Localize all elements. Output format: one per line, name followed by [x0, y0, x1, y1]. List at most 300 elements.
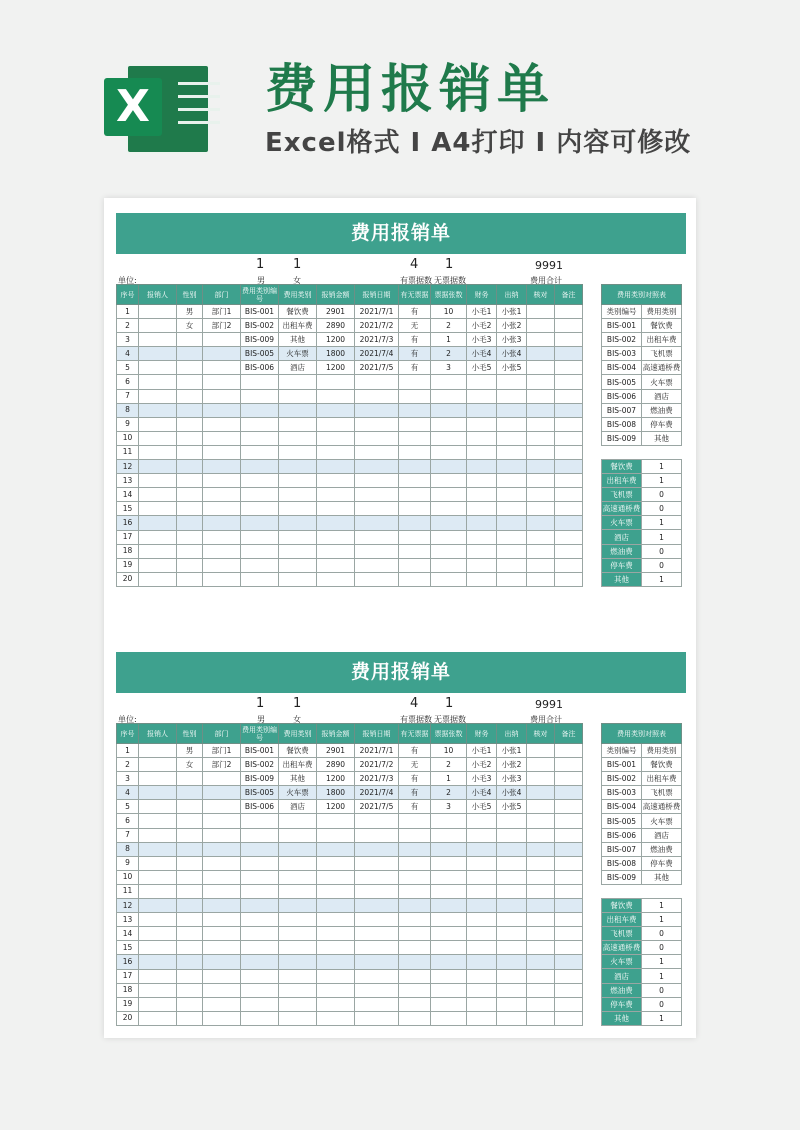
- table-cell[interactable]: [241, 955, 279, 969]
- table-cell[interactable]: BIS-001: [241, 305, 279, 319]
- table-cell[interactable]: [555, 899, 583, 913]
- table-cell[interactable]: [431, 544, 467, 558]
- table-cell[interactable]: [203, 842, 241, 856]
- table-cell[interactable]: [399, 431, 431, 445]
- table-cell[interactable]: [355, 445, 399, 459]
- table-cell[interactable]: [555, 544, 583, 558]
- table-cell[interactable]: 有: [399, 361, 431, 375]
- table-cell[interactable]: [527, 842, 555, 856]
- lookup-cell[interactable]: BIS-005: [602, 814, 642, 828]
- lookup-cell[interactable]: BIS-006: [602, 828, 642, 842]
- table-cell[interactable]: [317, 997, 355, 1011]
- table-cell[interactable]: [431, 969, 467, 983]
- table-cell[interactable]: [203, 786, 241, 800]
- table-cell[interactable]: [177, 870, 203, 884]
- table-cell[interactable]: [241, 842, 279, 856]
- table-cell[interactable]: [317, 927, 355, 941]
- table-cell[interactable]: 2021/7/4: [355, 786, 399, 800]
- table-cell[interactable]: [555, 913, 583, 927]
- table-cell[interactable]: [527, 927, 555, 941]
- table-cell[interactable]: [467, 488, 497, 502]
- table-cell[interactable]: 小张2: [497, 319, 527, 333]
- table-cell[interactable]: [279, 431, 317, 445]
- table-cell[interactable]: [431, 417, 467, 431]
- table-cell[interactable]: [527, 870, 555, 884]
- table-cell[interactable]: [241, 856, 279, 870]
- count-label[interactable]: 餐饮费: [602, 899, 642, 913]
- table-cell[interactable]: [279, 530, 317, 544]
- table-cell[interactable]: [279, 927, 317, 941]
- table-cell[interactable]: [317, 516, 355, 530]
- table-cell[interactable]: 部门2: [203, 758, 241, 772]
- table-cell[interactable]: [555, 997, 583, 1011]
- table-cell[interactable]: [497, 870, 527, 884]
- table-cell[interactable]: [203, 544, 241, 558]
- table-cell[interactable]: [399, 474, 431, 488]
- table-cell[interactable]: [497, 828, 527, 842]
- table-cell[interactable]: [177, 544, 203, 558]
- table-cell[interactable]: [279, 870, 317, 884]
- count-value[interactable]: 1: [642, 913, 682, 927]
- table-cell[interactable]: [355, 375, 399, 389]
- table-cell[interactable]: [177, 488, 203, 502]
- count-value[interactable]: 1: [642, 969, 682, 983]
- count-value[interactable]: 1: [642, 516, 682, 530]
- table-cell[interactable]: [203, 460, 241, 474]
- table-cell[interactable]: [279, 983, 317, 997]
- table-cell[interactable]: [555, 814, 583, 828]
- table-cell[interactable]: [467, 814, 497, 828]
- count-label[interactable]: 停车费: [602, 997, 642, 1011]
- table-cell[interactable]: BIS-009: [241, 772, 279, 786]
- table-cell[interactable]: [139, 814, 177, 828]
- table-cell[interactable]: [497, 842, 527, 856]
- table-cell[interactable]: [177, 772, 203, 786]
- table-cell[interactable]: [317, 488, 355, 502]
- table-cell[interactable]: [177, 983, 203, 997]
- lookup-cell[interactable]: 类别编号: [602, 744, 642, 758]
- table-cell[interactable]: [279, 403, 317, 417]
- table-cell[interactable]: [497, 927, 527, 941]
- table-cell[interactable]: 女: [177, 319, 203, 333]
- table-cell[interactable]: [355, 856, 399, 870]
- table-cell[interactable]: 10: [431, 744, 467, 758]
- table-cell[interactable]: [279, 814, 317, 828]
- lookup-cell[interactable]: 类别编号: [602, 305, 642, 319]
- table-cell[interactable]: [527, 445, 555, 459]
- table-cell[interactable]: [431, 884, 467, 898]
- table-cell[interactable]: [467, 941, 497, 955]
- table-cell[interactable]: [527, 969, 555, 983]
- table-cell[interactable]: [355, 884, 399, 898]
- table-cell[interactable]: [139, 305, 177, 319]
- table-cell[interactable]: [203, 502, 241, 516]
- table-cell[interactable]: [399, 955, 431, 969]
- table-cell[interactable]: [399, 445, 431, 459]
- table-cell[interactable]: [279, 856, 317, 870]
- table-cell[interactable]: [139, 333, 177, 347]
- table-cell[interactable]: [177, 828, 203, 842]
- table-cell[interactable]: [431, 913, 467, 927]
- table-cell[interactable]: [279, 502, 317, 516]
- table-cell[interactable]: [241, 941, 279, 955]
- table-cell[interactable]: [431, 899, 467, 913]
- lookup-cell[interactable]: 餐饮费: [642, 319, 682, 333]
- count-value[interactable]: 1: [642, 899, 682, 913]
- table-cell[interactable]: [555, 502, 583, 516]
- table-cell[interactable]: [317, 828, 355, 842]
- table-cell[interactable]: [399, 1011, 431, 1025]
- table-cell[interactable]: 有: [399, 305, 431, 319]
- table-cell[interactable]: [555, 786, 583, 800]
- table-cell[interactable]: [177, 941, 203, 955]
- table-cell[interactable]: [399, 870, 431, 884]
- table-cell[interactable]: 3: [431, 800, 467, 814]
- table-cell[interactable]: [355, 403, 399, 417]
- table-cell[interactable]: [279, 941, 317, 955]
- table-cell[interactable]: 女: [177, 758, 203, 772]
- table-cell[interactable]: [177, 389, 203, 403]
- table-cell[interactable]: 男: [177, 744, 203, 758]
- table-cell[interactable]: [555, 758, 583, 772]
- table-cell[interactable]: [527, 488, 555, 502]
- table-cell[interactable]: [527, 814, 555, 828]
- lookup-cell[interactable]: 燃油费: [642, 403, 682, 417]
- table-cell[interactable]: [527, 333, 555, 347]
- table-cell[interactable]: 14: [117, 488, 139, 502]
- table-cell[interactable]: [527, 1011, 555, 1025]
- table-cell[interactable]: [241, 544, 279, 558]
- table-cell[interactable]: [431, 431, 467, 445]
- table-cell[interactable]: 1200: [317, 333, 355, 347]
- table-cell[interactable]: 17: [117, 969, 139, 983]
- table-cell[interactable]: [431, 389, 467, 403]
- table-cell[interactable]: [139, 389, 177, 403]
- table-cell[interactable]: [527, 772, 555, 786]
- table-cell[interactable]: [355, 1011, 399, 1025]
- table-cell[interactable]: [139, 558, 177, 572]
- table-cell[interactable]: [177, 530, 203, 544]
- table-cell[interactable]: [467, 899, 497, 913]
- table-cell[interactable]: [317, 969, 355, 983]
- table-cell[interactable]: [467, 502, 497, 516]
- table-cell[interactable]: [139, 445, 177, 459]
- table-cell[interactable]: [241, 516, 279, 530]
- table-cell[interactable]: [497, 572, 527, 586]
- table-cell[interactable]: [241, 927, 279, 941]
- table-cell[interactable]: [431, 445, 467, 459]
- count-label[interactable]: 出租车费: [602, 913, 642, 927]
- table-cell[interactable]: 酒店: [279, 800, 317, 814]
- lookup-cell[interactable]: 停车费: [642, 856, 682, 870]
- table-cell[interactable]: [467, 403, 497, 417]
- table-cell[interactable]: [467, 375, 497, 389]
- table-cell[interactable]: [177, 572, 203, 586]
- count-label[interactable]: 高速通桥费: [602, 502, 642, 516]
- table-cell[interactable]: [139, 530, 177, 544]
- count-label[interactable]: 酒店: [602, 530, 642, 544]
- table-cell[interactable]: [431, 941, 467, 955]
- table-cell[interactable]: [279, 572, 317, 586]
- table-cell[interactable]: [431, 516, 467, 530]
- lookup-cell[interactable]: 费用类别: [642, 744, 682, 758]
- table-cell[interactable]: [555, 347, 583, 361]
- table-cell[interactable]: 11: [117, 445, 139, 459]
- count-label[interactable]: 飞机票: [602, 927, 642, 941]
- table-cell[interactable]: [431, 558, 467, 572]
- table-cell[interactable]: 6: [117, 375, 139, 389]
- table-cell[interactable]: [497, 558, 527, 572]
- table-cell[interactable]: [203, 572, 241, 586]
- count-value[interactable]: 0: [642, 927, 682, 941]
- table-cell[interactable]: 小张3: [497, 333, 527, 347]
- table-cell[interactable]: [279, 884, 317, 898]
- table-cell[interactable]: BIS-002: [241, 319, 279, 333]
- table-cell[interactable]: [399, 814, 431, 828]
- count-value[interactable]: 1: [642, 1011, 682, 1025]
- table-cell[interactable]: [355, 870, 399, 884]
- table-cell[interactable]: [399, 913, 431, 927]
- table-cell[interactable]: [467, 842, 497, 856]
- table-cell[interactable]: [177, 417, 203, 431]
- table-cell[interactable]: [555, 927, 583, 941]
- table-cell[interactable]: [467, 389, 497, 403]
- table-cell[interactable]: [527, 460, 555, 474]
- table-cell[interactable]: [317, 375, 355, 389]
- table-cell[interactable]: [527, 347, 555, 361]
- table-cell[interactable]: [497, 955, 527, 969]
- table-cell[interactable]: 有: [399, 744, 431, 758]
- table-cell[interactable]: 酒店: [279, 361, 317, 375]
- table-cell[interactable]: [399, 502, 431, 516]
- table-cell[interactable]: 有: [399, 772, 431, 786]
- table-cell[interactable]: 2021/7/2: [355, 758, 399, 772]
- count-label[interactable]: 高速通桥费: [602, 941, 642, 955]
- table-cell[interactable]: [139, 474, 177, 488]
- table-cell[interactable]: [399, 856, 431, 870]
- table-cell[interactable]: [527, 856, 555, 870]
- table-cell[interactable]: [203, 899, 241, 913]
- table-cell[interactable]: [139, 786, 177, 800]
- table-cell[interactable]: [203, 530, 241, 544]
- table-cell[interactable]: [241, 530, 279, 544]
- table-cell[interactable]: [241, 983, 279, 997]
- table-cell[interactable]: 4: [117, 786, 139, 800]
- table-cell[interactable]: [203, 870, 241, 884]
- table-cell[interactable]: [139, 800, 177, 814]
- table-cell[interactable]: [177, 516, 203, 530]
- table-cell[interactable]: [497, 445, 527, 459]
- table-cell[interactable]: [431, 842, 467, 856]
- table-cell[interactable]: 11: [117, 884, 139, 898]
- lookup-cell[interactable]: BIS-002: [602, 333, 642, 347]
- table-cell[interactable]: BIS-006: [241, 361, 279, 375]
- table-cell[interactable]: [355, 927, 399, 941]
- count-value[interactable]: 0: [642, 941, 682, 955]
- table-cell[interactable]: 3: [117, 333, 139, 347]
- table-cell[interactable]: 2021/7/3: [355, 772, 399, 786]
- table-cell[interactable]: [555, 969, 583, 983]
- table-cell[interactable]: [241, 417, 279, 431]
- table-cell[interactable]: [241, 460, 279, 474]
- table-cell[interactable]: [467, 460, 497, 474]
- count-label[interactable]: 火车票: [602, 955, 642, 969]
- table-cell[interactable]: 2021/7/5: [355, 361, 399, 375]
- table-cell[interactable]: [497, 460, 527, 474]
- count-label[interactable]: 餐饮费: [602, 460, 642, 474]
- table-cell[interactable]: 餐饮费: [279, 744, 317, 758]
- table-cell[interactable]: [203, 558, 241, 572]
- table-cell[interactable]: [279, 544, 317, 558]
- table-cell[interactable]: [317, 814, 355, 828]
- table-cell[interactable]: [467, 1011, 497, 1025]
- table-cell[interactable]: [431, 488, 467, 502]
- table-cell[interactable]: [399, 572, 431, 586]
- table-cell[interactable]: 16: [117, 516, 139, 530]
- table-cell[interactable]: 13: [117, 913, 139, 927]
- table-cell[interactable]: [241, 814, 279, 828]
- table-cell[interactable]: [241, 884, 279, 898]
- table-cell[interactable]: [177, 1011, 203, 1025]
- table-cell[interactable]: [467, 558, 497, 572]
- table-cell[interactable]: [203, 516, 241, 530]
- table-cell[interactable]: [177, 474, 203, 488]
- table-cell[interactable]: 火车票: [279, 786, 317, 800]
- table-cell[interactable]: 2901: [317, 305, 355, 319]
- table-cell[interactable]: [279, 913, 317, 927]
- table-cell[interactable]: 1800: [317, 347, 355, 361]
- table-cell[interactable]: 其他: [279, 333, 317, 347]
- count-value[interactable]: 0: [642, 997, 682, 1011]
- table-cell[interactable]: [555, 319, 583, 333]
- table-cell[interactable]: [355, 997, 399, 1011]
- table-cell[interactable]: [555, 431, 583, 445]
- lookup-cell[interactable]: BIS-003: [602, 786, 642, 800]
- lookup-cell[interactable]: BIS-008: [602, 856, 642, 870]
- table-cell[interactable]: 1800: [317, 786, 355, 800]
- count-value[interactable]: 1: [642, 474, 682, 488]
- table-cell[interactable]: [139, 983, 177, 997]
- table-cell[interactable]: [139, 772, 177, 786]
- table-cell[interactable]: [527, 744, 555, 758]
- table-cell[interactable]: [203, 772, 241, 786]
- table-cell[interactable]: 9: [117, 417, 139, 431]
- table-cell[interactable]: [497, 502, 527, 516]
- table-cell[interactable]: [177, 800, 203, 814]
- table-cell[interactable]: [527, 431, 555, 445]
- table-cell[interactable]: [527, 375, 555, 389]
- table-cell[interactable]: [317, 389, 355, 403]
- table-cell[interactable]: [241, 558, 279, 572]
- table-cell[interactable]: [241, 899, 279, 913]
- table-cell[interactable]: [467, 997, 497, 1011]
- table-cell[interactable]: [203, 375, 241, 389]
- table-cell[interactable]: [555, 884, 583, 898]
- count-label[interactable]: 火车票: [602, 516, 642, 530]
- table-cell[interactable]: 1: [117, 744, 139, 758]
- table-cell[interactable]: [355, 983, 399, 997]
- table-cell[interactable]: [555, 955, 583, 969]
- table-cell[interactable]: [203, 431, 241, 445]
- table-cell[interactable]: [399, 417, 431, 431]
- table-cell[interactable]: [139, 913, 177, 927]
- lookup-cell[interactable]: 高速通桥费: [642, 361, 682, 375]
- table-cell[interactable]: 16: [117, 955, 139, 969]
- table-cell[interactable]: [497, 431, 527, 445]
- table-cell[interactable]: [177, 997, 203, 1011]
- table-cell[interactable]: 15: [117, 941, 139, 955]
- table-cell[interactable]: [527, 544, 555, 558]
- table-cell[interactable]: [279, 997, 317, 1011]
- table-cell[interactable]: [399, 941, 431, 955]
- table-cell[interactable]: [241, 474, 279, 488]
- table-cell[interactable]: [139, 870, 177, 884]
- table-cell[interactable]: 小毛5: [467, 800, 497, 814]
- lookup-cell[interactable]: BIS-009: [602, 431, 642, 445]
- table-cell[interactable]: [467, 445, 497, 459]
- table-cell[interactable]: [139, 361, 177, 375]
- lookup-cell[interactable]: 飞机票: [642, 347, 682, 361]
- table-cell[interactable]: [139, 431, 177, 445]
- table-cell[interactable]: [399, 842, 431, 856]
- table-cell[interactable]: [467, 856, 497, 870]
- table-cell[interactable]: 6: [117, 814, 139, 828]
- table-cell[interactable]: [317, 558, 355, 572]
- table-cell[interactable]: 小张2: [497, 758, 527, 772]
- table-cell[interactable]: 小张4: [497, 786, 527, 800]
- lookup-cell[interactable]: 飞机票: [642, 786, 682, 800]
- table-cell[interactable]: [555, 445, 583, 459]
- table-cell[interactable]: [355, 530, 399, 544]
- table-cell[interactable]: [431, 828, 467, 842]
- table-cell[interactable]: 部门1: [203, 744, 241, 758]
- table-cell[interactable]: [177, 842, 203, 856]
- table-cell[interactable]: BIS-001: [241, 744, 279, 758]
- table-cell[interactable]: [431, 955, 467, 969]
- count-value[interactable]: 1: [642, 572, 682, 586]
- table-cell[interactable]: [527, 417, 555, 431]
- table-cell[interactable]: [399, 389, 431, 403]
- table-cell[interactable]: 2021/7/3: [355, 333, 399, 347]
- table-cell[interactable]: [241, 502, 279, 516]
- table-cell[interactable]: [527, 955, 555, 969]
- table-cell[interactable]: [203, 983, 241, 997]
- table-cell[interactable]: 小毛3: [467, 772, 497, 786]
- table-cell[interactable]: 小张3: [497, 772, 527, 786]
- table-cell[interactable]: [203, 1011, 241, 1025]
- table-cell[interactable]: [317, 983, 355, 997]
- table-cell[interactable]: [317, 445, 355, 459]
- table-cell[interactable]: [203, 856, 241, 870]
- table-cell[interactable]: 小毛1: [467, 305, 497, 319]
- table-cell[interactable]: [139, 347, 177, 361]
- table-cell[interactable]: [431, 572, 467, 586]
- table-cell[interactable]: [555, 530, 583, 544]
- table-cell[interactable]: 18: [117, 983, 139, 997]
- table-cell[interactable]: 5: [117, 361, 139, 375]
- table-cell[interactable]: 12: [117, 460, 139, 474]
- table-cell[interactable]: [139, 969, 177, 983]
- table-cell[interactable]: [203, 417, 241, 431]
- table-cell[interactable]: [241, 913, 279, 927]
- table-cell[interactable]: [139, 899, 177, 913]
- table-cell[interactable]: [431, 927, 467, 941]
- table-cell[interactable]: 19: [117, 997, 139, 1011]
- table-cell[interactable]: [355, 941, 399, 955]
- table-cell[interactable]: [467, 572, 497, 586]
- lookup-cell[interactable]: BIS-001: [602, 319, 642, 333]
- table-cell[interactable]: [139, 516, 177, 530]
